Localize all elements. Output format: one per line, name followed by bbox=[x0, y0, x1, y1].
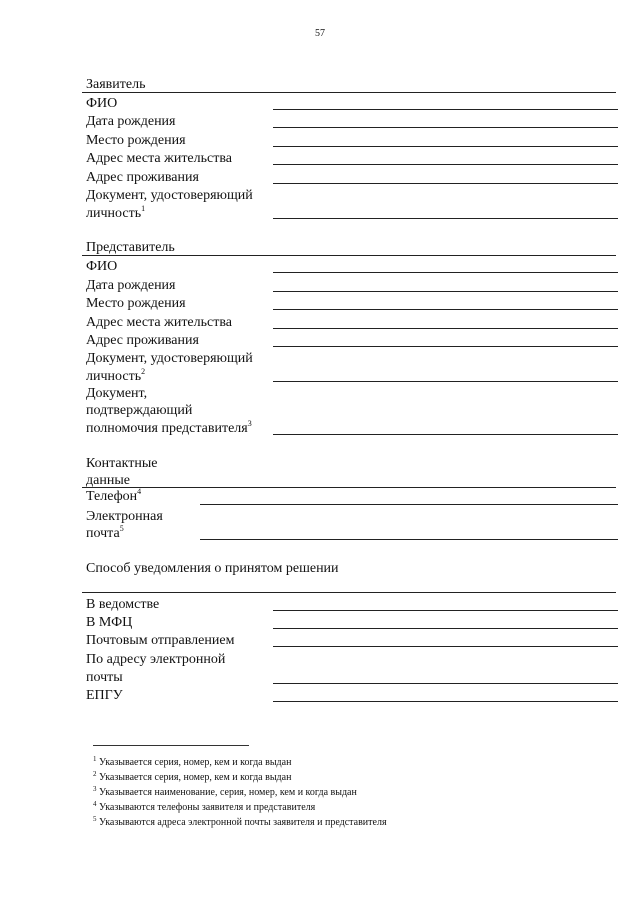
representative-header-rule bbox=[82, 255, 616, 256]
notify-email-label-line1: По адресу электронной bbox=[86, 652, 226, 667]
applicant-residence-label: Адрес места жительства bbox=[86, 151, 232, 166]
notify-mfc-label: В МФЦ bbox=[86, 615, 133, 630]
representative-birth-date-field[interactable] bbox=[273, 291, 618, 292]
representative-authority-field[interactable] bbox=[273, 434, 618, 435]
footnote-ref-5: 5 bbox=[119, 524, 124, 533]
email-label-line1: Электронная bbox=[86, 509, 163, 524]
applicant-birth-place-label: Место рождения bbox=[86, 133, 186, 148]
applicant-header-rule bbox=[82, 92, 616, 93]
footnote-ref-1: 1 bbox=[141, 204, 146, 213]
footnote-1: $^1$ Указывается серия, номер, кем и когда выдан bbox=[93, 755, 292, 768]
representative-living-address-label: Адрес проживания bbox=[86, 333, 199, 348]
applicant-title: Заявитель bbox=[86, 77, 146, 92]
notify-epgu-field[interactable] bbox=[273, 701, 618, 702]
representative-residence-label: Адрес места жительства bbox=[86, 315, 232, 330]
notify-department-field[interactable] bbox=[273, 610, 618, 611]
footnote-4: $^4$ Указываются телефоны заявителя и представителя bbox=[93, 800, 316, 813]
notification-header-rule bbox=[82, 592, 616, 593]
representative-birth-place-field[interactable] bbox=[273, 309, 618, 310]
contacts-title-line1: Контактные bbox=[86, 456, 158, 471]
notify-email-field[interactable] bbox=[273, 683, 618, 684]
footnote-ref-3: 3 bbox=[247, 419, 252, 428]
representative-fio-label: ФИО bbox=[86, 259, 118, 274]
applicant-living-address-label: Адрес проживания bbox=[86, 170, 199, 185]
applicant-living-address-field[interactable] bbox=[273, 183, 618, 184]
applicant-residence-field[interactable] bbox=[273, 164, 618, 165]
applicant-fio-label: ФИО bbox=[86, 96, 118, 111]
email-label-line2: почта$^5$ bbox=[86, 524, 124, 541]
representative-residence-field[interactable] bbox=[273, 328, 618, 329]
contacts-header-rule bbox=[82, 487, 616, 488]
representative-living-address-field[interactable] bbox=[273, 346, 618, 347]
footnote-ref-4: 4 bbox=[137, 487, 142, 496]
representative-id-doc-label-line2: личность$^2$ bbox=[86, 367, 146, 384]
notify-epgu-label: ЕПГУ bbox=[86, 688, 123, 703]
representative-birth-date-label: Дата рождения bbox=[86, 278, 176, 293]
phone-label: Телефон$^4$ bbox=[86, 487, 142, 504]
applicant-birth-date-label: Дата рождения bbox=[86, 114, 176, 129]
footnote-2: $^2$ Указывается серия, номер, кем и когда выдан bbox=[93, 770, 292, 783]
footnote-separator bbox=[93, 745, 249, 746]
notify-post-field[interactable] bbox=[273, 646, 618, 647]
applicant-id-doc-label-line1: Документ, удостоверяющий bbox=[86, 188, 253, 203]
notify-mfc-field[interactable] bbox=[273, 628, 618, 629]
footnote-ref-2: 2 bbox=[141, 367, 146, 376]
notification-title: Способ уведомления о принятом решении bbox=[86, 561, 339, 576]
page-number: 57 bbox=[315, 28, 325, 39]
representative-authority-label-line2: подтверждающий bbox=[86, 403, 193, 418]
contacts-title-line2: данные bbox=[86, 473, 130, 488]
notify-post-label: Почтовым отправлением bbox=[86, 633, 235, 648]
applicant-fio-field[interactable] bbox=[273, 109, 618, 110]
representative-authority-label-line1: Документ, bbox=[86, 386, 148, 401]
footnote-3: $^3$ Указывается наименование, серия, номер, кем и когда выдан bbox=[93, 785, 357, 798]
representative-id-doc-label-line1: Документ, удостоверяющий bbox=[86, 351, 253, 366]
applicant-birth-place-field[interactable] bbox=[273, 146, 618, 147]
email-field[interactable] bbox=[200, 539, 618, 540]
applicant-id-doc-label-line2: личность$^1$ bbox=[86, 204, 146, 221]
representative-title: Представитель bbox=[86, 240, 175, 255]
representative-authority-label-line3: полномочия представителя$^3$ bbox=[86, 419, 252, 436]
representative-id-doc-field[interactable] bbox=[273, 381, 618, 382]
phone-field[interactable] bbox=[200, 504, 618, 505]
applicant-id-doc-field[interactable] bbox=[273, 218, 618, 219]
applicant-birth-date-field[interactable] bbox=[273, 127, 618, 128]
notify-email-label-line2: почты bbox=[86, 670, 123, 685]
representative-birth-place-label: Место рождения bbox=[86, 296, 186, 311]
representative-fio-field[interactable] bbox=[273, 272, 618, 273]
footnote-5: $^5$ Указываются адреса электронной почты заявителя и представителя bbox=[93, 815, 387, 828]
notify-department-label: В ведомстве bbox=[86, 597, 160, 612]
